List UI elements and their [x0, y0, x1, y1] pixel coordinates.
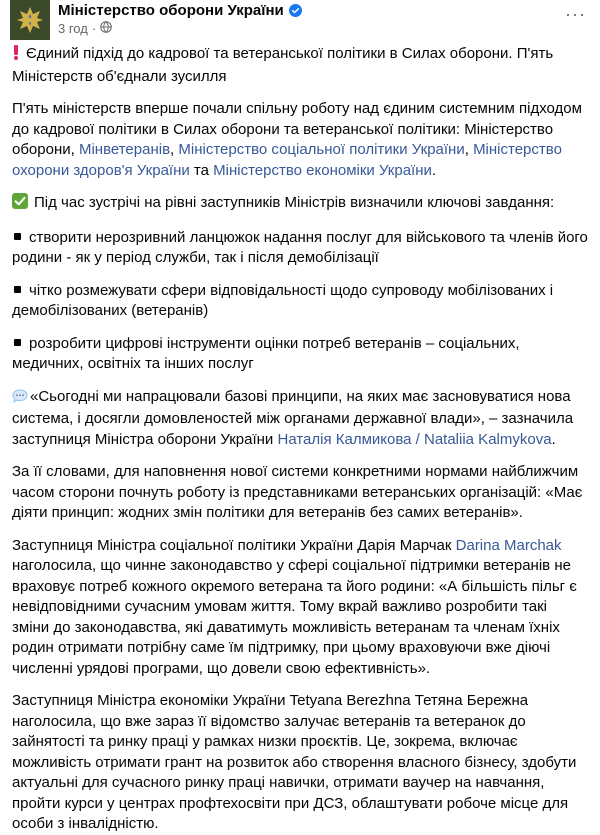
post-paragraph-headline — [12, 44, 588, 87]
link-minsoc[interactable]: Міністерство соціальної політики України — [178, 141, 465, 158]
link-minveteraniv[interactable]: Мінветеранів — [78, 141, 171, 158]
and-text: та — [189, 161, 214, 179]
link-mineconomy[interactable]: Міністерство економіки України — [213, 161, 432, 179]
quote-text: «Сьогодні ми напрацювали базові принципи, на яких має засновуватися нова система, і досягли домовленостей між органами державної влади», – зазначила заступниця Міністра оборони України — [12, 387, 574, 448]
link-kalmykova[interactable]: Наталія Калмикова / Nataliia Kalmykova — [277, 430, 552, 448]
marchak-text: наголосила, що чинне законодавство у сфері соціальної підтримки ветеранів не враховує потреб кожного окремого ветерана та його родини: «А більшість пільг є невідповідними сучасним умовам життя. Тому вкрай важливо розробити такі зміни до законодавства, які даватимуть можливість ветеранам та членам їхніх родин отримати потрібну саме їм підтримку, при цьому враховуючи вже діючі численні урядові програми, що довели свою ефективність». — [12, 557, 577, 677]
post-header — [12, 0, 588, 44]
check-mark-icon — [12, 193, 28, 216]
intro-text: П'ять міністерств вперше почали спільну роботу над єдиним системним підходом до кадрової політики в Силах оборони та ветеранської політики: Міністерство оборони, — [12, 100, 582, 158]
bullet-item-2 — [12, 281, 588, 322]
bullet-3-text: розробити цифрові інструменти оцінки потреб ветеранів – соціальних, медичних, освітніх та інших послуг — [12, 334, 520, 372]
page-avatar[interactable] — [10, 0, 50, 40]
principle-text: За її словами, для наповнення нової системи конкретними нормами найближчим часом сторони почнуть роботу із представниками ветеранських організацій: «Має діяти принцип: жодних змін політики для ветеранів без самих ветеранів». — [12, 463, 583, 521]
ministry-emblem-icon — [10, 0, 50, 40]
post-paragraph-marchak — [12, 536, 588, 680]
bullet-1-text: створити нерозривний ланцюжок надання послуг для військового та членів його родини - як у період служби, так і після демобілізації — [12, 228, 588, 266]
post-paragraph-berezhna — [12, 691, 588, 835]
bullet-square-icon — [14, 339, 21, 346]
more-options-button[interactable]: ··· — [565, 4, 586, 24]
berezhna-text: Заступниця Міністра економіки України Tetyana Berezhna Тетяна Бережна наголосила, що вже зараз її відомство залучає ветеранів та ветеранок до зайнятості та ринку праці у рамках низки проєктів. Це, зокрема, включає можливість отримати грант на розвиток або створення власного бізнесу, здобути актуальні для сучасного ринку праці навички, отримати ваучер на навчання, пройти курси у центрах профтехосвіти при ДСЗ, облаштувати робоче місце для особи з інвалідністю. — [12, 692, 577, 832]
bullet-item-1 — [12, 228, 588, 269]
post-paragraph-intro — [12, 99, 588, 181]
bullet-square-icon — [14, 286, 21, 293]
bullet-square-icon — [14, 233, 21, 240]
meta-separator: · — [91, 21, 97, 36]
link-marchak[interactable]: Darina Marchak — [455, 536, 562, 554]
bullet-2-text: чітко розмежувати сфери відповідальності щодо супроводу мобілізованих і демобілізованих (ветеранів) — [12, 281, 554, 319]
exclamation-icon — [12, 45, 20, 67]
verified-badge-icon — [289, 4, 302, 17]
quote-end: . — [551, 430, 556, 448]
post-paragraph-quote — [12, 387, 588, 451]
comma-2: , — [464, 141, 474, 158]
link-minzdrav[interactable]: Міністерство охорони здоров'я України — [12, 141, 562, 179]
marchak-intro: Заступниця Міністра соціальної політики України Дарія Марчак — [12, 536, 456, 554]
page-name[interactable]: Міністерство оборони України — [58, 2, 284, 19]
intro-end: . — [431, 161, 437, 179]
post-time[interactable]: 3 год — [58, 21, 88, 36]
globe-icon — [100, 21, 112, 36]
bullet-item-3 — [12, 334, 588, 375]
post-body — [12, 44, 588, 835]
headline-text: Єдиний підхід до кадрової та ветеранської політики в Силах оборони. П'ять Міністерств об'єднали зусилля — [12, 45, 554, 85]
post-paragraph-principle — [12, 462, 588, 524]
tasks-text: Під час зустрічі на рівні заступників Міністрів визначили ключові завдання: — [34, 194, 555, 211]
comma-1: , — [170, 141, 179, 158]
post-paragraph-tasks — [12, 193, 588, 216]
speech-bubble-icon — [12, 389, 28, 410]
